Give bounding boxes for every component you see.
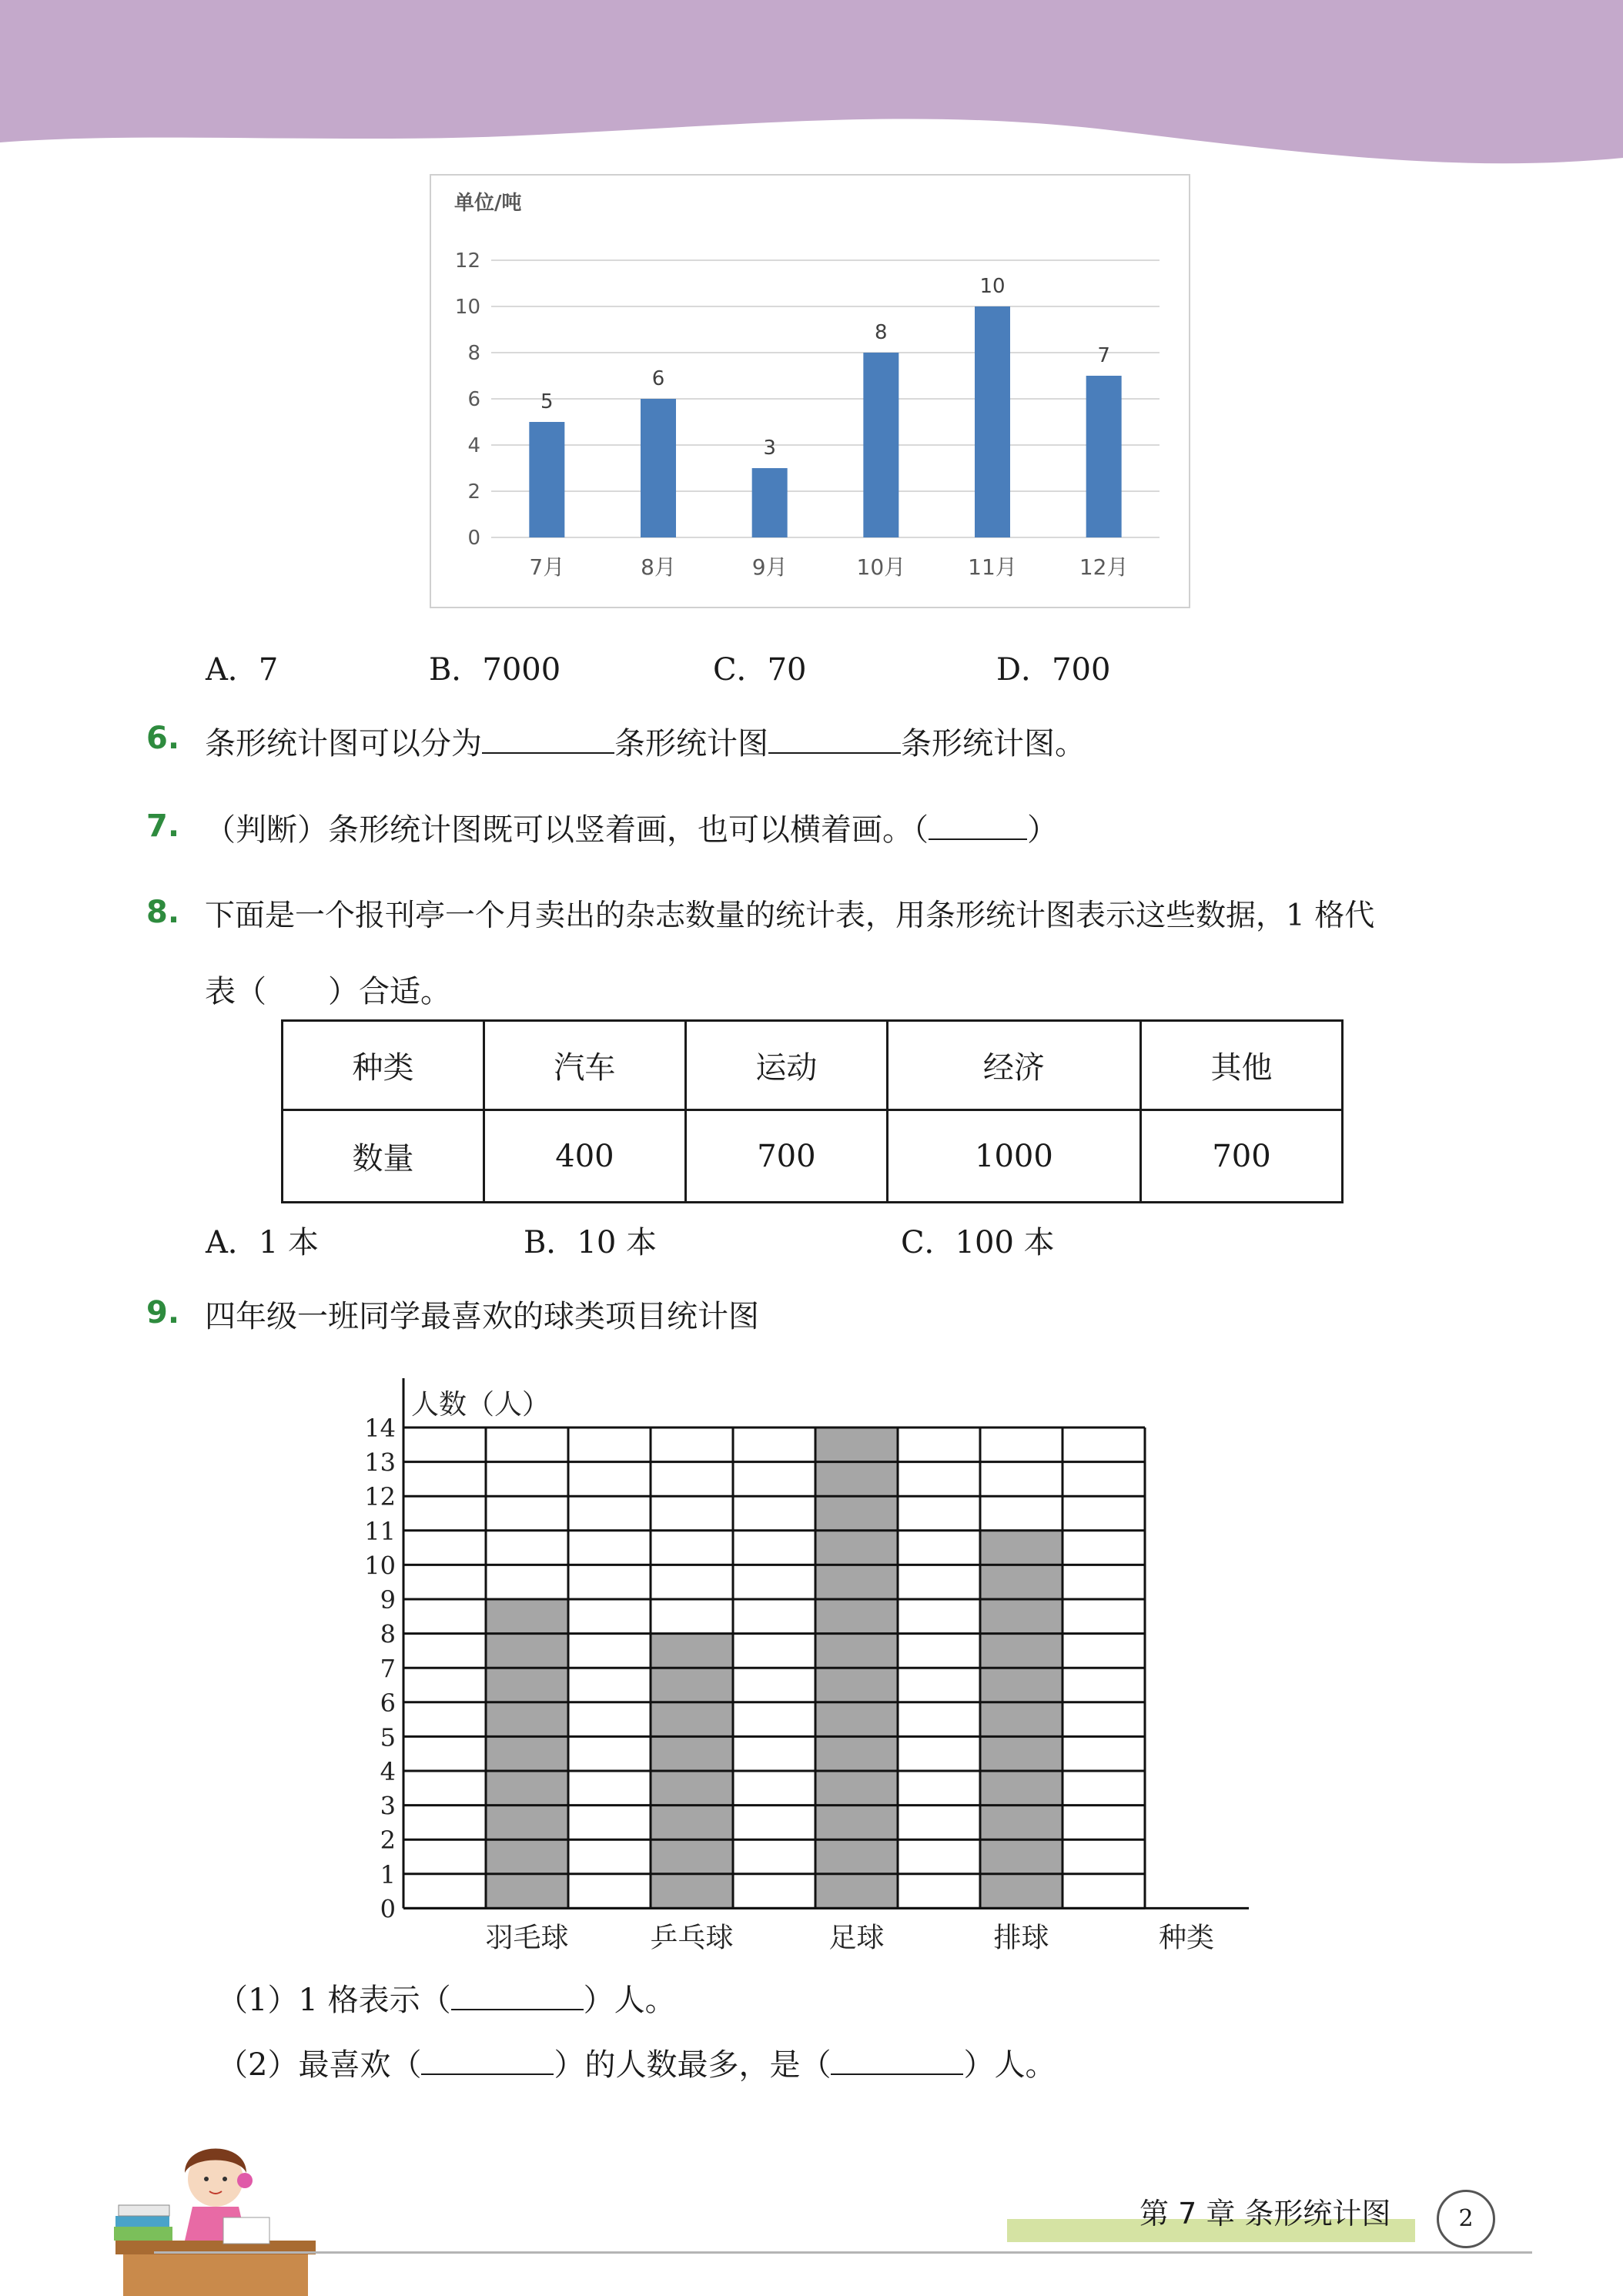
- q7-text-a: （判断）条形统计图既可以竖着画，也可以横着画。（: [205, 812, 929, 848]
- table-header-cell: 经济: [887, 1021, 1140, 1110]
- q9-sub-1: [217, 1976, 676, 2020]
- q8-option-a[interactable]: A．1 本: [206, 1225, 320, 1260]
- q5-option-d[interactable]: D．700: [996, 652, 1111, 688]
- y-tick-label: 4: [467, 434, 480, 457]
- q9-title: 四年级一班同学最喜欢的球类项目统计图: [205, 1299, 759, 1334]
- magazine-sales-table: [281, 1019, 1344, 1203]
- table-cell: 700: [1141, 1110, 1343, 1203]
- q6-blank-2[interactable]: [768, 725, 901, 754]
- bar: [529, 422, 564, 537]
- q9-sub1-text-a: （1）1 格表示（: [217, 1983, 451, 2018]
- x-category-label: 羽毛球: [485, 1922, 569, 1954]
- x-tick-label: 9月: [751, 554, 788, 580]
- x-axis-label: 种类: [1158, 1922, 1215, 1954]
- girl-reading-illustration: [108, 2125, 323, 2296]
- y-tick-label: 10: [454, 296, 480, 319]
- y-tick-label: 14: [364, 1414, 396, 1443]
- q5-option-a[interactable]: A．7: [206, 652, 279, 688]
- bar: [863, 353, 899, 537]
- y-tick-label: 8: [380, 1619, 396, 1649]
- y-tick-label: 10: [364, 1551, 396, 1581]
- page-number: 2: [1458, 2205, 1474, 2232]
- q6-number: 6.: [146, 721, 180, 756]
- y-tick-label: 0: [380, 1894, 396, 1924]
- y-tick-label: 12: [454, 249, 480, 273]
- bar: [641, 399, 676, 537]
- page-number-circle: [1437, 2190, 1495, 2248]
- bar: [486, 1599, 568, 1908]
- table-cell: 1000: [887, 1110, 1140, 1203]
- x-category-label: 乒乓球: [650, 1922, 734, 1954]
- bar: [752, 468, 788, 537]
- table-header-cell: 其他: [1141, 1021, 1343, 1110]
- y-tick-label: 7: [380, 1654, 396, 1684]
- favorite-ball-sports-grid-chart: [354, 1378, 1263, 1956]
- table-cell: 700: [685, 1110, 887, 1203]
- y-axis-label: 人数（人）: [411, 1389, 550, 1421]
- y-tick-label: 0: [467, 527, 480, 550]
- y-tick-label: 9: [380, 1585, 396, 1615]
- q9-sub1-text-b: ）人。: [583, 1983, 676, 2018]
- x-category-label: 足球: [828, 1922, 885, 1954]
- footer-chapter-title: 第 7 章 条形统计图: [1139, 2197, 1391, 2231]
- y-tick-label: 4: [380, 1757, 396, 1786]
- q6-text-a: 条形统计图可以分为: [205, 726, 482, 761]
- q9-sub2-blank-2[interactable]: [831, 2046, 963, 2075]
- q6-text-b: 条形统计图: [614, 726, 768, 761]
- bar-value-label: 5: [540, 390, 554, 413]
- chart-y-unit-label: 单位/吨: [454, 192, 522, 215]
- y-tick-label: 6: [380, 1688, 396, 1718]
- q9-sub2-text-a: （2）最喜欢（: [217, 2047, 422, 2083]
- y-tick-label: 11: [364, 1516, 396, 1546]
- q9-sub2-text-c: ）人。: [963, 2047, 1056, 2083]
- q7-blank[interactable]: [929, 811, 1027, 840]
- q8-line-2: 表（ ）合适。: [205, 974, 451, 1009]
- bar: [975, 306, 1010, 537]
- x-tick-label: 10月: [856, 554, 906, 580]
- q9-number: 9.: [146, 1295, 180, 1330]
- q5-option-b[interactable]: B．7000: [429, 652, 561, 688]
- y-tick-label: 3: [380, 1791, 396, 1821]
- bar-value-label: 6: [651, 367, 665, 390]
- table-header-cell: 种类: [283, 1021, 484, 1110]
- y-tick-label: 6: [467, 388, 480, 411]
- q7-number: 7.: [146, 808, 180, 844]
- q7-text: [205, 805, 1058, 849]
- table-header-cell: 运动: [685, 1021, 887, 1110]
- y-tick-label: 12: [364, 1482, 396, 1512]
- x-tick-label: 11月: [968, 554, 1017, 580]
- q9-sub2-blank-1[interactable]: [421, 2046, 554, 2075]
- table-cell: 400: [484, 1110, 685, 1203]
- q7-text-b: ）: [1027, 812, 1058, 848]
- q9-sub2-text-b: ）的人数最多，是（: [554, 2047, 832, 2083]
- q6-text-c: 条形统计图。: [901, 726, 1086, 761]
- bar-value-label: 7: [1097, 344, 1110, 367]
- q8-option-b[interactable]: B．10 本: [524, 1225, 658, 1260]
- q5-option-c[interactable]: C．70: [713, 652, 807, 688]
- q8-option-c[interactable]: C．100 本: [901, 1225, 1055, 1260]
- y-tick-label: 2: [467, 480, 480, 504]
- y-tick-label: 2: [380, 1826, 396, 1856]
- x-tick-label: 7月: [529, 554, 565, 580]
- y-tick-label: 13: [364, 1448, 396, 1478]
- q6-text: [205, 719, 1086, 763]
- bar: [980, 1531, 1062, 1909]
- x-category-label: 排球: [993, 1922, 1049, 1954]
- bar-value-label: 3: [763, 437, 776, 460]
- table-header-cell: 汽车: [484, 1021, 685, 1110]
- q8-number: 8.: [146, 895, 180, 930]
- y-tick-label: 8: [467, 342, 480, 365]
- bar-value-label: 8: [875, 321, 888, 344]
- x-tick-label: 8月: [641, 554, 676, 580]
- q9-sub1-blank[interactable]: [451, 1981, 584, 2010]
- q8-line-1: 下面是一个报刊亭一个月卖出的杂志数量的统计表，用条形统计图表示这些数据，1 格代: [205, 899, 1375, 933]
- q9-sub-2: [217, 2040, 1056, 2084]
- y-tick-label: 5: [380, 1722, 396, 1752]
- header-wave-banner: [0, 0, 1623, 177]
- table-cell: 数量: [283, 1110, 484, 1203]
- bar-value-label: 10: [979, 275, 1006, 298]
- y-tick-label: 1: [380, 1859, 396, 1889]
- x-tick-label: 12月: [1079, 554, 1129, 580]
- bar: [1086, 376, 1122, 537]
- monthly-tonnage-bar-chart: [430, 174, 1190, 608]
- q6-blank-1[interactable]: [482, 725, 614, 754]
- footer-rule: [154, 2251, 1532, 2254]
